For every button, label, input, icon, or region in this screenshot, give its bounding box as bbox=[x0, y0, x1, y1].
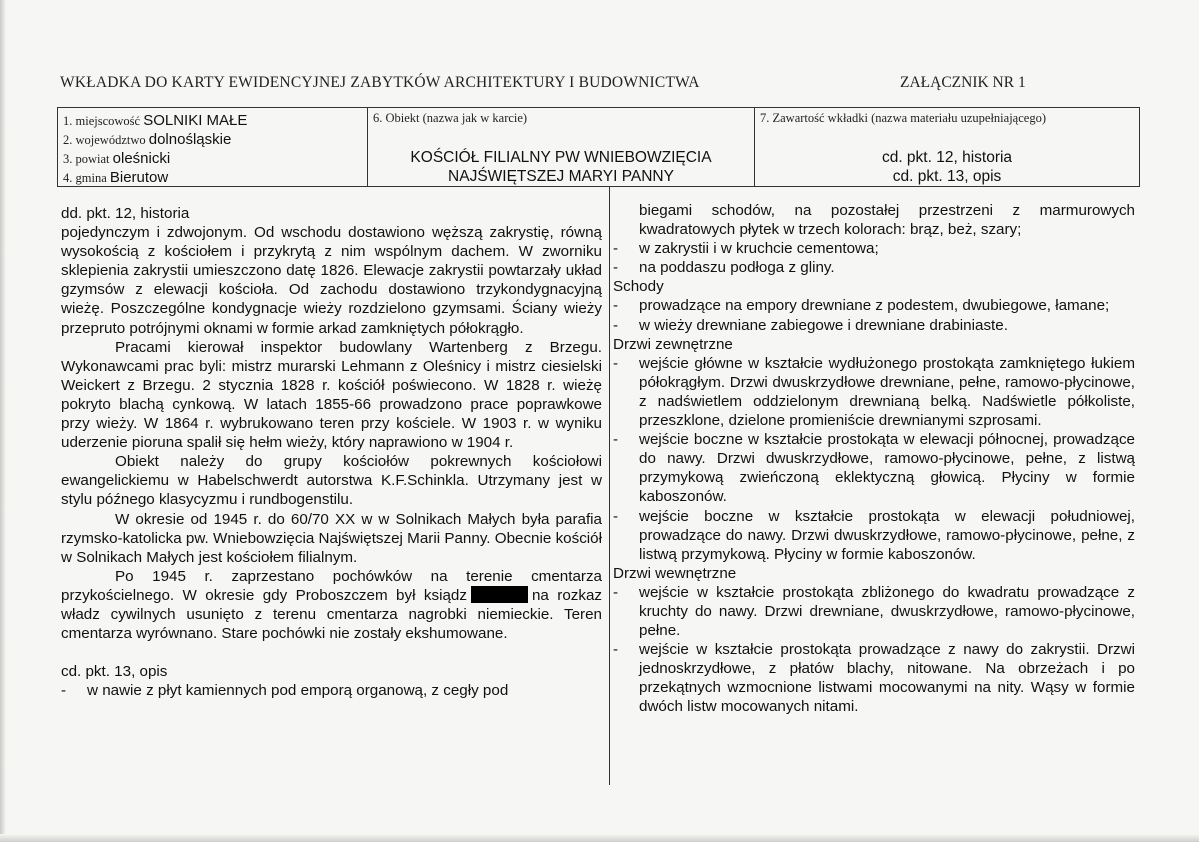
commune-value: Bierutow bbox=[109, 169, 169, 186]
list-item: biegami schodów, na pozostałej przestrzeni z marmurowych kwadratowych płytek w trzech kolorach: brąz, beż, szary; bbox=[639, 202, 1135, 239]
object-name: KOŚCIÓŁ FILIALNY PW WNIEBOWZIĘCIA NAJŚWIĘTSZEJ MARYI PANNY bbox=[410, 149, 712, 185]
list-item: - w nawie z płyt kamiennych pod emporą organową, z cegły pod bbox=[61, 682, 509, 700]
history-paragraph: pojedynczym i zdwojonym. Od wschodu dostawiono węższą zakrystię, równą wysokością z kościołem i przykrytą z nim wspólnym dachem. W zworniku sklepienia zakrystii umieszczono datę 1826. Elewacje zakrystii powtarzały układ gzymsów z elewacji kościoła. Od zachodu dostawiono trzykondygnacyjną wieżę. Poszczególne kondygnacje wieży rozdzielono gzymsami. Ściany wieży przepruto potrójnymi oknami w formie arkad zamkniętych półokrągło. bbox=[61, 224, 602, 337]
history-paragraph: Pracami kierował inspektor budowlany Wartenberg z Brzegu. Wykonawcami prac byli: mistrz murarski Lehmann z Oleśnicy i mistrz ciesielski Weickert z Brzegu. 2 stycznia 1828 r. kościół poświecono. W 1828 r. wieżę pokryto blachą cynkową. W latach 1855-66 prowadzono prace poprawkowe przy wieży. W 1864 r. wybrukowano teren przy kościele. W 1903 r. w wyniku uderzenie pioruna spalił się hełm wieży, który naprawiono w 1904 r. bbox=[61, 338, 602, 452]
voivodeship-row: 2. województwo dolnośląskie bbox=[63, 131, 232, 148]
list-item: - prowadzące na empory drewniane z podestem, dwubiegowe, łamane; bbox=[613, 297, 1110, 315]
history-paragraph: Po 1945 r. zaprzestano pochówków na terenie cmentarza przykościelnego. W okresie gdy Proboszczem był ksiądz na rozkaz władz cywilnych usunięto z terenu cmentarza nagrobki niemieckie. Teren cmentarza wyrównano. Stare pochówki nie zostały ekshumowane. bbox=[61, 567, 602, 643]
list-item: - na poddaszu podłoga z gliny. bbox=[613, 259, 835, 277]
list-item: - wejście w kształcie prostokąta prowadzące z nawy do zakrystii. Drzwi jednoskrzydłowe, z płatów blachy, nitowane. Na obrzeżach i po przekątnych wzmocnione listwami mocowanymi na nity. Wąsy w formie dwóch listw mocowanych nitami. bbox=[613, 641, 1135, 716]
annex-label: ZAŁĄCZNIK NR 1 bbox=[900, 74, 1026, 91]
list-item: - wejście główne w kształcie wydłużonego prostokąta zamkniętego łukiem półokrągłym. Drzwi dwuskrzydłowe drewniane, pełne, ramowo-płycinowe, z nadświetlem oddzielonym drewnianą belką. Nadświetle półkoliste, przeszklone, dzielone promieniście drewnianymi szprosami. bbox=[613, 354, 1135, 430]
column-divider bbox=[609, 187, 610, 785]
right-column bbox=[613, 201, 1135, 717]
commune-row: 4. gmina Bierutow bbox=[63, 169, 169, 186]
history-paragraph: W okresie od 1945 r. do 60/70 XX w w Solnikach Małych była parafia rzymsko-katolicka pw. Wniebowzięcia Najświętszej Marii Panny. Obecnie kościół w Solnikach Małych jest kościołem filialnym. bbox=[61, 510, 602, 566]
history-paragraph: Obiekt należy do grupy kościołów pokrewnych kościołowi ewangelickiemu w Habelschwerdt autorstwa K.F.Schinkla. Utrzymany jest w stylu późnego klasycyzmu i rundbogenstilu. bbox=[61, 453, 602, 509]
scan-edge-left bbox=[0, 0, 6, 842]
section-heading-stairs: Schody bbox=[613, 278, 664, 296]
table-divider bbox=[754, 107, 755, 187]
list-item: - w zakrystii i w kruchcie cementowa; bbox=[613, 240, 879, 258]
list-item: - wejście boczne w kształcie prostokąta w elewacji południowej, prowadzące do nawy. Drzwi dwuskrzydłowe, ramowo-płycinowe, pełne, z listwą przymykową. Płyciny w formie kaboszonów. bbox=[613, 507, 1135, 563]
contents-label: 7. Zawartość wkładki (nazwa materiału uzupełniającego) bbox=[760, 111, 1046, 125]
county-row: 3. powiat oleśnicki bbox=[63, 150, 171, 167]
section-heading-outer-doors: Drzwi zewnętrzne bbox=[613, 335, 733, 353]
left-column bbox=[61, 204, 602, 700]
history-heading: dd. pkt. 12, historia bbox=[61, 205, 190, 222]
county-value: oleśnicki bbox=[112, 150, 171, 167]
contents-list: cd. pkt. 12, historia cd. pkt. 13, opis bbox=[881, 149, 1013, 185]
description-heading: cd. pkt. 13, opis bbox=[61, 663, 168, 681]
table-divider bbox=[367, 107, 368, 187]
location-row: 1. miejscowość SOLNIKI MAŁE bbox=[63, 112, 248, 129]
list-item: - wejście w kształcie prostokąta zbliżonego do kwadratu prowadzące z kruchty do nawy. Drzwi drewniane, dwuskrzydłowe, ramowo-płycinowe, pełne. bbox=[613, 583, 1135, 640]
voivodeship-value: dolnośląskie bbox=[148, 131, 232, 148]
scan-edge-bottom bbox=[0, 834, 1199, 842]
location-value: SOLNIKI MAŁE bbox=[143, 112, 248, 129]
section-heading-inner-doors: Drzwi wewnętrzne bbox=[613, 564, 737, 582]
object-label: 6. Obiekt (nazwa jak w karcie) bbox=[373, 111, 528, 125]
document-title: WKŁADKA DO KARTY EWIDENCYJNEJ ZABYTKÓW ARCHITEKTURY I BUDOWNICTWA bbox=[60, 74, 700, 91]
redaction-bar bbox=[471, 586, 528, 603]
list-item: - wejście boczne w kształcie prostokąta w elewacji północnej, prowadzące do nawy. Drzwi dwuskrzydłowe, ramowo-płycinowe, pełne, z listwą przymykową zwieńczoną eklektyczną głowicą. Płyciny w formie kaboszonów. bbox=[613, 431, 1135, 506]
list-item: - w wieży drewniane zabiegowe i drewniane drabiniaste. bbox=[613, 316, 1008, 334]
